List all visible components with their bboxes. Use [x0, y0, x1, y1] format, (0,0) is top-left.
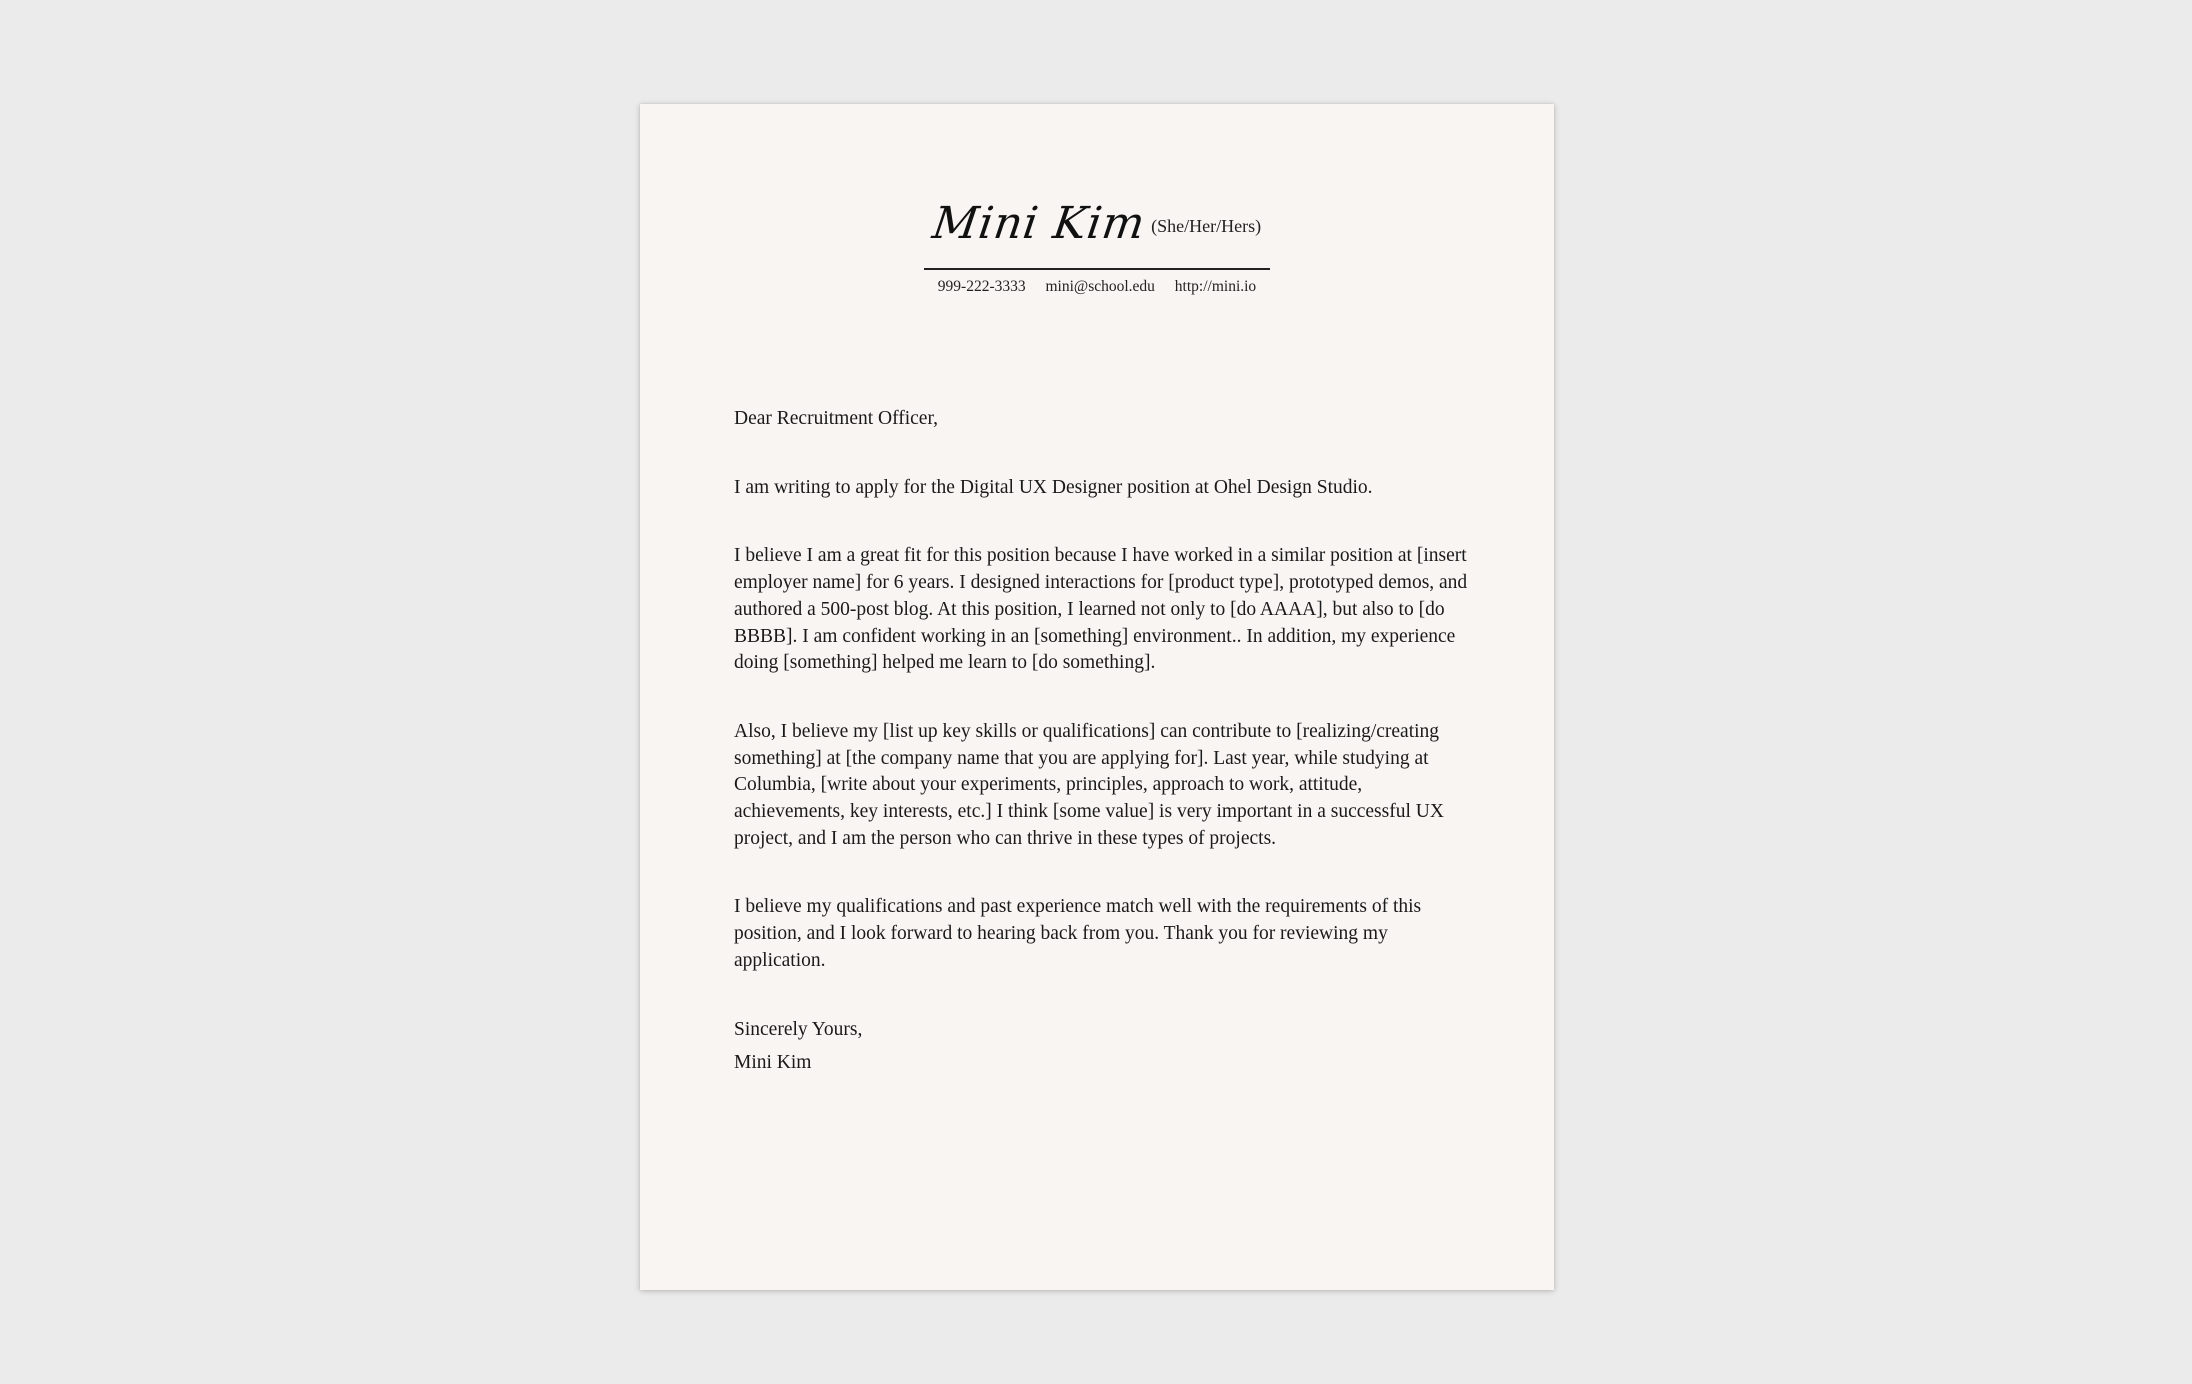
closing: Sincerely Yours,: [734, 1018, 863, 1040]
signature: Mini Kim: [734, 1052, 812, 1074]
letter-page: [640, 104, 1554, 1290]
paragraph-skills: Also, I believe my [list up key skills or qualifications] can contribute to [realizing/creating something] at [the company name that you are applying for]. Last year, while studying at Columbia, [write about your experiments, principles, approach to work, attitude, achievements, key interests, etc.] I think [some value] is very important in a successful UX project, and I am the person who can thrive in these types of projects.: [734, 720, 1444, 849]
applicant-name: Mini Kim: [929, 198, 1149, 249]
header-divider: [924, 268, 1270, 270]
letter-body: [734, 406, 1474, 1077]
pronouns: (She/Her/Hers): [1151, 216, 1262, 236]
greeting: Dear Recruitment Officer,: [734, 408, 939, 429]
paragraph-conclusion: I believe my qualifications and past experience match well with the requirements of this position, and I look forward to hearing back from you. Thank you for reviewing my application.: [734, 896, 1422, 971]
paragraph-intro: I am writing to apply for the Digital UX Designer position at Ohel Design Studio.: [734, 476, 1373, 498]
paragraph-experience: I believe I am a great fit for this position because I have worked in a similar position at [insert employer name] for 6 years. I designed interactions for [product type], prototyped demos, and authored a 500-post blog. At this position, I learned not only to [do AAAA], but also to [do BBBB]. I am confident working in an [something] environment.. In addition, my experience doing [something] helped me learn to [do something].: [734, 545, 1468, 674]
name-line: [929, 198, 1262, 249]
contact-info: [640, 278, 1554, 296]
letterhead: [640, 198, 1554, 249]
website-link[interactable]: http://mini.io: [1174, 278, 1257, 295]
email-address: mini@school.edu: [1045, 278, 1155, 295]
phone-number: 999-222-3333: [937, 278, 1026, 295]
